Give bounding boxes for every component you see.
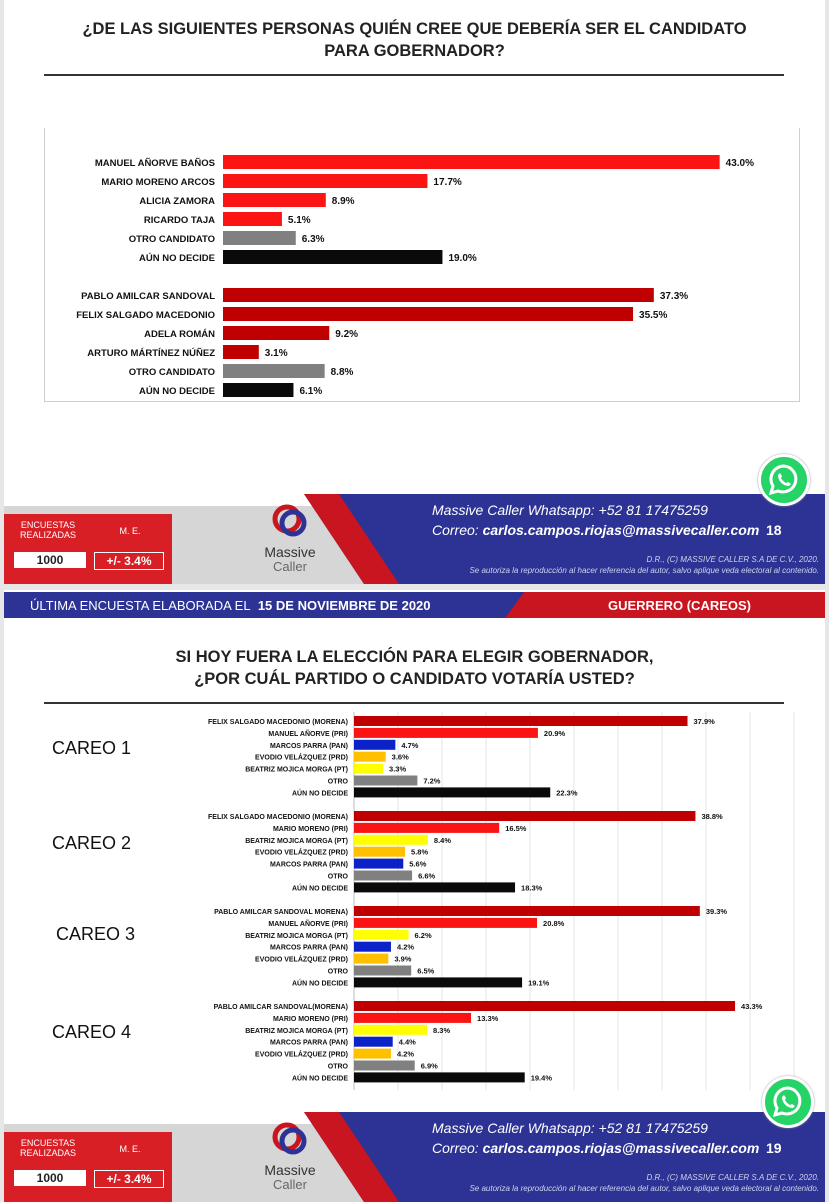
category-label-2-felix-salgado-macedonio-morena: FELIX SALGADO MACEDONIO (MORENA) [208, 814, 348, 821]
category-label-4-marcos-parra-pan: MARCOS PARRA (PAN) [269, 1039, 348, 1047]
value-label-3-aun-no-decide: 19.1% [528, 978, 550, 988]
value-label-arturo-martinez-nunez: 3.1% [264, 348, 288, 359]
bar-1-evodio-velazquez-prd [354, 752, 386, 762]
category-label-4-evodio-velazquez-prd: EVODIO VELÁZQUEZ (PRD) [255, 1051, 348, 1059]
me-label: M. E. [119, 1144, 141, 1154]
bar-4-pablo-amilcar-sandoval-morena [354, 1001, 735, 1011]
value-label-alicia-zamora: 8.9% [331, 196, 355, 207]
careo-label-1: CAREO 1 [52, 738, 132, 758]
category-label-2-mario-moreno-pri: MARIO MORENO (PRI) [272, 825, 348, 833]
bar-manuel-anorve-banos [223, 155, 720, 169]
email-label: Correo: [432, 1140, 479, 1156]
whatsapp-number[interactable]: +52 81 17475259 [598, 502, 708, 518]
category-label-4-beatriz-mojica-morga-pt: BEATRIZ MOJICA MORGA (PT) [245, 1027, 348, 1035]
value-label-aun-no-decide: 6.1% [299, 386, 323, 397]
bar-4-mario-moreno-pri [354, 1013, 471, 1023]
bar-otro-candidato [223, 364, 325, 378]
value-label-mario-moreno-arcos: 17.7% [433, 177, 462, 188]
careo-label-2: CAREO 2 [52, 833, 132, 853]
category-label-2-otro: OTRO [327, 873, 348, 881]
title-line-1: SI HOY FUERA LA ELECCIÓN PARA ELEGIR GOBERNADOR, [175, 648, 654, 666]
bar-2-marcos-parra-pan [354, 859, 403, 869]
legal-line-1: D.R., (C) MASSIVE CALLER S.A DE C.V., 2020. [646, 1173, 819, 1182]
category-label-3-pablo-amilcar-sandoval-morena: PABLO AMILCAR SANDOVAL MORENA) [214, 909, 348, 916]
bar-3-marcos-parra-pan [354, 942, 391, 952]
category-label-2-aun-no-decide: AÚN NO DECIDE [291, 885, 348, 893]
legal-line-2: Se autoriza la reproducción al hacer referencia del autor, salvo aplique veda electoral al contenido. [469, 566, 819, 575]
category-label-1-marcos-parra-pan: MARCOS PARRA (PAN) [269, 742, 348, 750]
encuestas-value: 1000 [14, 552, 86, 568]
encuestas-label: ENCUESTAS REALIZADAS [19, 520, 77, 540]
bar-3-evodio-velazquez-prd [354, 954, 388, 964]
logo-icon [267, 1120, 313, 1158]
value-label-4-mario-moreno-pri: 13.3% [477, 1013, 499, 1023]
whatsapp-line [432, 1120, 708, 1136]
category-label-otro-candidato: OTRO CANDIDATO [128, 234, 215, 245]
bar-3-manuel-anorve-pri [354, 918, 537, 928]
whatsapp-glyph [761, 457, 807, 503]
category-label-ricardo-taja: RICARDO TAJA [143, 215, 215, 226]
value-label-2-mario-moreno-pri: 16.5% [505, 823, 527, 833]
footer [4, 494, 825, 584]
category-label-aun-no-decide: AÚN NO DECIDE [138, 386, 215, 397]
massive-caller-logo [240, 502, 340, 573]
bar-1-manuel-anorve-pri [354, 728, 538, 738]
me-value: +/- 3.4% [94, 552, 164, 570]
value-label-manuel-anorve-banos: 43.0% [725, 158, 755, 169]
category-label-2-evodio-velazquez-prd: EVODIO VELÁZQUEZ (PRD) [255, 849, 348, 857]
slide-careos [4, 590, 825, 1202]
value-label-4-pablo-amilcar-sandoval-morena: 43.3% [741, 1002, 763, 1011]
category-label-1-evodio-velazquez-prd: EVODIO VELÁZQUEZ (PRD) [255, 754, 348, 762]
bar-2-evodio-velazquez-prd [354, 847, 405, 857]
legal-line-1: D.R., (C) MASSIVE CALLER S.A DE C.V., 2020. [646, 555, 819, 564]
category-label-pablo-amilcar-sandoval: PABLO AMILCAR SANDOVAL [81, 291, 215, 302]
whatsapp-glyph [765, 1079, 811, 1125]
email-line [432, 522, 759, 538]
value-label-4-evodio-velazquez-prd: 4.2% [396, 1049, 415, 1059]
value-label-2-evodio-velazquez-prd: 5.8% [411, 847, 429, 857]
value-label-3-evodio-velazquez-prd: 3.9% [394, 954, 412, 964]
category-label-1-manuel-anorve-pri: MANUEL AÑORVE (PRI) [268, 730, 348, 738]
value-label-1-aun-no-decide: 22.3% [556, 788, 578, 798]
bar-alicia-zamora [223, 193, 326, 207]
bar-4-beatriz-mojica-morga-pt [354, 1025, 427, 1035]
legal-line-2: Se autoriza la reproducción al hacer referencia del autor, salvo aplique veda electoral al contenido. [469, 1184, 819, 1193]
value-label-2-marcos-parra-pan: 5.6% [409, 859, 427, 869]
brand-sub: Caller [273, 1177, 307, 1192]
bar-2-mario-moreno-pri [354, 823, 499, 833]
email-label: Correo: [432, 522, 479, 538]
me-label: M. E. [119, 526, 141, 536]
bar-otro-candidato [223, 231, 296, 245]
category-label-felix-salgado-macedonio: FELIX SALGADO MACEDONIO [76, 310, 215, 321]
bar-mario-moreno-arcos [223, 174, 427, 188]
category-label-3-aun-no-decide: AÚN NO DECIDE [291, 980, 348, 988]
careo-label-4: CAREO 4 [52, 1022, 132, 1042]
bar-1-beatriz-mojica-morga-pt [354, 764, 383, 774]
email-line [432, 1140, 759, 1156]
category-label-4-pablo-amilcar-sandoval-morena: PABLO AMILCAR SANDOVAL(MORENA) [213, 1004, 348, 1011]
whatsapp-icon[interactable] [758, 454, 810, 506]
value-label-adela-roman: 9.2% [335, 329, 359, 340]
whatsapp-label: Massive Caller Whatsapp: [432, 502, 595, 518]
page-number: 18 [766, 522, 782, 538]
value-label-otro-candidato: 8.8% [330, 367, 354, 378]
bar-1-marcos-parra-pan [354, 740, 395, 750]
value-label-aun-no-decide: 19.0% [448, 253, 477, 264]
value-label-4-marcos-parra-pan: 4.4% [398, 1037, 416, 1047]
value-label-2-aun-no-decide: 18.3% [521, 883, 543, 893]
me-value: +/- 3.4% [94, 1170, 164, 1188]
category-label-3-evodio-velazquez-prd: EVODIO VELÁZQUEZ (PRD) [255, 956, 348, 964]
value-label-otro-candidato: 6.3% [301, 234, 325, 245]
bar-4-evodio-velazquez-prd [354, 1049, 391, 1059]
bar-1-felix-salgado-macedonio-morena [354, 716, 688, 726]
category-label-mario-moreno-arcos: MARIO MORENO ARCOS [101, 177, 215, 188]
bar-2-felix-salgado-macedonio-morena [354, 811, 695, 821]
whatsapp-label: Massive Caller Whatsapp: [432, 1120, 595, 1136]
bar-2-otro [354, 871, 412, 881]
bar-pablo-amilcar-sandoval [223, 288, 654, 302]
category-label-1-aun-no-decide: AÚN NO DECIDE [291, 790, 348, 798]
bar-felix-salgado-macedonio [223, 307, 633, 321]
value-label-3-marcos-parra-pan: 4.2% [396, 942, 415, 952]
value-label-3-manuel-anorve-pri: 20.8% [543, 918, 565, 928]
bar-ricardo-taja [223, 212, 282, 226]
slide-candidate-preference [4, 0, 825, 584]
category-label-adela-roman: ADELA ROMÁN [144, 329, 215, 340]
brand-name: Massive [264, 544, 316, 560]
survey-stats [4, 1132, 172, 1202]
value-label-4-aun-no-decide: 19.4% [530, 1073, 553, 1083]
header-right: GUERRERO (CAREOS) [608, 598, 752, 613]
category-label-2-beatriz-mojica-morga-pt: BEATRIZ MOJICA MORGA (PT) [245, 837, 348, 845]
bar-aun-no-decide [223, 250, 442, 264]
brand-sub: Caller [273, 559, 307, 574]
value-label-1-marcos-parra-pan: 4.7% [401, 740, 419, 750]
bar-3-pablo-amilcar-sandoval-morena [354, 906, 700, 916]
bar-4-otro [354, 1061, 415, 1071]
value-label-pablo-amilcar-sandoval: 37.3% [659, 291, 689, 302]
category-label-3-manuel-anorve-pri: MANUEL AÑORVE (PRI) [268, 920, 348, 928]
category-label-4-aun-no-decide: AÚN NO DECIDE [291, 1075, 348, 1083]
value-label-1-felix-salgado-macedonio-morena: 37.9% [693, 717, 715, 726]
value-label-felix-salgado-macedonio: 35.5% [639, 310, 668, 321]
value-label-1-beatriz-mojica-morga-pt: 3.3% [389, 764, 407, 774]
bar-1-otro [354, 776, 417, 786]
category-label-2-marcos-parra-pan: MARCOS PARRA (PAN) [269, 861, 348, 869]
brand-name: Massive [264, 1162, 316, 1178]
value-label-ricardo-taja: 5.1% [287, 215, 311, 226]
value-label-2-otro: 6.6% [418, 871, 436, 881]
massive-caller-logo [240, 1120, 340, 1191]
category-label-1-beatriz-mojica-morga-pt: BEATRIZ MOJICA MORGA (PT) [245, 766, 348, 774]
careos-bar-chart [4, 590, 825, 1110]
survey-stats [4, 514, 172, 584]
bar-adela-roman [223, 326, 329, 340]
value-label-3-otro: 6.5% [417, 966, 435, 976]
value-label-1-otro: 7.2% [423, 776, 441, 786]
category-label-manuel-anorve-banos: MANUEL AÑORVE BAÑOS [94, 158, 215, 169]
value-label-1-manuel-anorve-pri: 20.9% [543, 728, 566, 738]
value-label-4-otro: 6.9% [420, 1061, 438, 1071]
value-label-2-beatriz-mojica-morga-pt: 8.4% [433, 835, 452, 845]
bar-2-aun-no-decide [354, 882, 515, 892]
value-label-2-felix-salgado-macedonio-morena: 38.8% [701, 812, 723, 821]
category-label-4-mario-moreno-pri: MARIO MORENO (PRI) [272, 1015, 348, 1023]
category-label-4-otro: OTRO [327, 1063, 348, 1071]
title-line-2: ¿POR CUÁL PARTIDO O CANDIDATO VOTARÍA USTED? [194, 670, 635, 688]
category-label-3-beatriz-mojica-morga-pt: BEATRIZ MOJICA MORGA (PT) [245, 932, 348, 940]
value-label-4-beatriz-mojica-morga-pt: 8.3% [433, 1025, 451, 1035]
bar-arturo-martinez-nunez [223, 345, 259, 359]
category-label-otro-candidato: OTRO CANDIDATO [128, 367, 215, 378]
footer [4, 1112, 825, 1202]
whatsapp-number[interactable]: +52 81 17475259 [598, 1120, 708, 1136]
logo-icon [267, 502, 313, 540]
bar-3-otro [354, 966, 411, 976]
category-label-1-otro: OTRO [327, 778, 348, 786]
encuestas-label: ENCUESTAS REALIZADAS [19, 1138, 77, 1158]
bar-3-beatriz-mojica-morga-pt [354, 930, 409, 940]
value-label-3-beatriz-mojica-morga-pt: 6.2% [414, 930, 432, 940]
bar-4-aun-no-decide [354, 1072, 525, 1082]
category-label-1-felix-salgado-macedonio-morena: FELIX SALGADO MACEDONIO (MORENA) [208, 719, 348, 726]
whatsapp-icon[interactable] [762, 1076, 814, 1128]
email-link[interactable]: carlos.campos.riojas@massivecaller.com [482, 522, 760, 538]
bar-aun-no-decide [223, 383, 293, 397]
bar-4-marcos-parra-pan [354, 1037, 393, 1047]
header-date: 15 DE NOVIEMBRE DE 2020 [257, 598, 431, 613]
bar-1-aun-no-decide [354, 787, 550, 797]
category-label-aun-no-decide: AÚN NO DECIDE [138, 253, 215, 264]
candidate-bar-chart [4, 0, 825, 410]
category-label-alicia-zamora: ALICIA ZAMORA [139, 196, 215, 207]
value-label-1-evodio-velazquez-prd: 3.6% [391, 752, 409, 762]
category-label-3-otro: OTRO [327, 968, 348, 976]
page-number: 19 [766, 1140, 782, 1156]
bar-2-beatriz-mojica-morga-pt [354, 835, 428, 845]
encuestas-value: 1000 [14, 1170, 86, 1186]
category-label-arturo-martinez-nunez: ARTURO MÁRTÍNEZ NÚÑEZ [87, 348, 215, 359]
email-link[interactable]: carlos.campos.riojas@massivecaller.com [482, 1140, 760, 1156]
category-label-3-marcos-parra-pan: MARCOS PARRA (PAN) [269, 944, 348, 952]
bar-3-aun-no-decide [354, 977, 522, 987]
whatsapp-line [432, 502, 708, 518]
header-prefix: ÚLTIMA ENCUESTA ELABORADA EL [30, 598, 251, 613]
careo-label-3: CAREO 3 [56, 924, 136, 944]
chart-title: ¿DE LAS SIGUIENTES PERSONAS QUIÉN CREE QUE DEBERÍA SER EL CANDIDATO PARA GOBERNADOR? [82, 20, 747, 60]
value-label-3-pablo-amilcar-sandoval-morena: 39.3% [705, 907, 728, 916]
